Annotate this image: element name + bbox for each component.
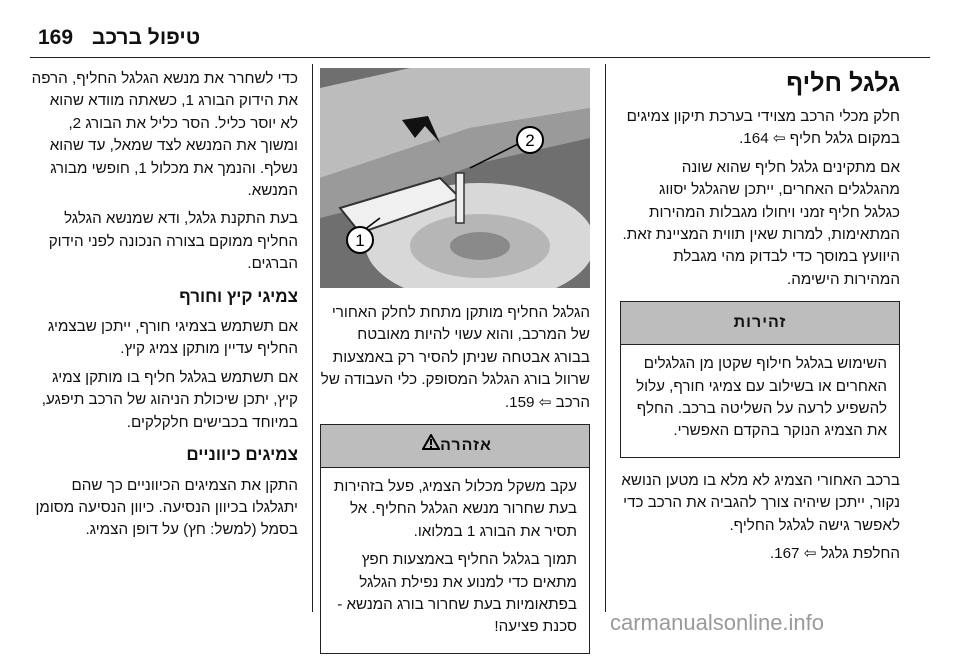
header-rule xyxy=(30,57,930,58)
paragraph: אם מתקינים גלגל חליף שהוא שונה מהגלגלים האחרים, ייתכן שהגלגל יסווג כגלגל חליף זמני ויחולו מגבלות המהירות המתאימות, למרות שאין תווית המציינת זאת. היוועץ במוסך כדי לבדוק מהי מגבלת המהירות הישימה. xyxy=(622,158,900,288)
page-header xyxy=(0,0,960,58)
paragraph: חלק מכלי הרכב מצוידי בערכת תיקון צמיגים במקום גלגל חליף ⇦ 164. xyxy=(626,108,900,148)
warning-heading: אזהרה xyxy=(321,425,589,468)
column-divider xyxy=(312,64,313,612)
column-divider xyxy=(605,64,606,612)
subheading: צמיגים כיווניים xyxy=(186,445,298,465)
warning-triangle-icon xyxy=(422,434,440,457)
warning-box xyxy=(320,424,590,654)
warning-text: תמוך בגלגל החליף באמצעות חפץ מתאים כדי למנוע את נפילת הגלגל בפתאומיות בעת שחרור בורג המנשא - סכנת פציעה! xyxy=(337,551,577,636)
spare-wheel-photo xyxy=(320,68,590,288)
callout-label-1: 1 xyxy=(355,231,365,250)
column-left xyxy=(30,68,298,548)
paragraph: אם תשתמש בגלגל חליף בו מותקן צמיג קיץ, יתכן שיכולת הניהוג של הרכב תיפגע, במיוחד בכבישים חלקלקים. xyxy=(41,368,298,431)
paragraph: החלפת גלגל ⇦ 167. xyxy=(769,545,900,563)
warning-text: עקב משקל מכלול הצמיג, פעל בזהירות בעת שחרור מנשא הגלגל החליף. אל תסיר את הבורג 1 במלואו. xyxy=(333,478,577,540)
paragraph: ברכב האחורי הצמיג לא מלא בו מטען הנושא נקור, ייתכן שיהיה צורך להגביה את הרכב כדי לאפשר גישה לגלגל החליף. xyxy=(621,471,900,534)
section-title: גלגל חליף xyxy=(786,69,900,97)
footer-watermark: carmanualsonline.info xyxy=(610,610,825,635)
paragraph: התקן את הצמיגים הכיווניים כך שהם יתגלגלו בכיוון הנסיעה. כיוון הנסיעה מסומן בסמל (למשל: חץ) על דופן הצמיג. xyxy=(35,476,298,539)
column-middle xyxy=(320,68,590,666)
column-right xyxy=(620,68,900,572)
notice-heading: זהירות xyxy=(621,302,899,345)
paragraph: כדי לשחרר את מנשא הגלגל החליף, הרפה את הידוק הבורג 1, כשאתה מוודא שהוא לא יוסר כליל. הסר כליל את הבורג 2, ומשוך את המנשא לצד שמאל, עד שהוא נשלף. והנמך את מכלול 1, חופשי מבורג המנשא. xyxy=(31,70,298,200)
callout-label-2: 2 xyxy=(525,131,535,150)
paragraph: אם תשתמש בצמיגי חורף, ייתכן שבצמיג החליף עדיין מותקן צמיג קיץ. xyxy=(47,318,298,358)
subheading: צמיגי קיץ וחורף xyxy=(179,286,298,306)
notice-box xyxy=(620,301,900,458)
page-number: 169 xyxy=(38,26,74,49)
running-head: טיפול ברכב xyxy=(92,26,201,49)
paragraph: בעת התקנת גלגל, ודא שמנשא הגלגל החליף ממוקם בצורה הנכונה לפני הידוק הברגים. xyxy=(48,210,298,273)
notice-text: השימוש בגלגל חילוף שקטן מן הגלגלים האחרים או בשילוב עם צמיגי חורף, עלול להשפיע לרעה על השליטה ברכב. החלף את הצמיג הנוקר בהקדם האפשרי. xyxy=(636,355,887,440)
figure-caption: הגלגל החליף מותקן מתחת לחלק האחורי של המרכב, והוא עשוי להיות מאובטח בבורג אבטחה שניתן להסיר רק באמצעות שרוול בורג הגלגל המסופק. כלי העבודה של הרכב ⇦ 159. xyxy=(320,304,590,411)
